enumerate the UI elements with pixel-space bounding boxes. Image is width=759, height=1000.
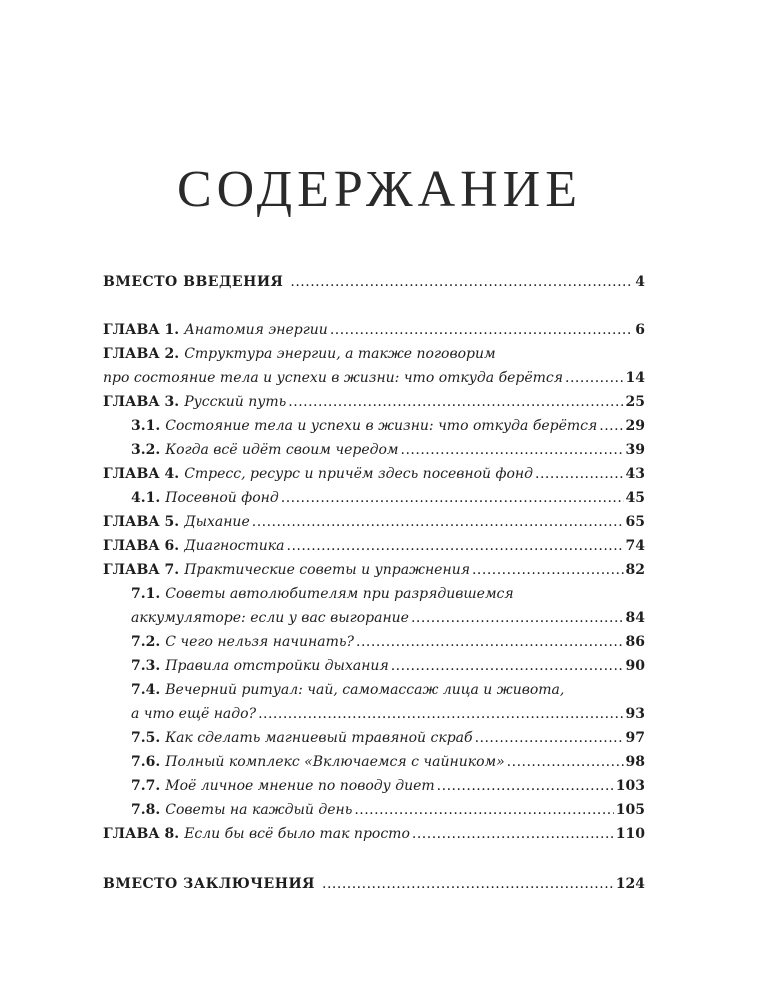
toc-entry-section-3-2[interactable] (103, 438, 645, 462)
toc-entry-page: 86 (625, 634, 645, 650)
toc-entry-label: 7.1. (131, 586, 161, 602)
toc-entry-label: 7.8. (131, 802, 161, 818)
toc-entry-page: 4 (635, 274, 645, 290)
toc-entry-title: Практические советы и упражнения (184, 562, 470, 578)
toc-entry-label: 4.1. (131, 490, 161, 506)
dot-leader (281, 486, 624, 510)
toc-entry-title: Советы на каждый день (165, 802, 353, 818)
toc-entry-section-7-8[interactable] (103, 798, 645, 822)
toc-entry-label: 7.7. (131, 778, 161, 794)
toc-entry-label: 3.2. (131, 442, 161, 458)
toc-entry-chapter-4[interactable] (103, 462, 645, 486)
toc-entry-title-continued: про состояние тела и успехи в жизни: что откуда берётся (103, 370, 564, 386)
toc-entry-page: 98 (625, 754, 645, 770)
dot-leader (330, 318, 633, 342)
toc-entry-title: Когда всё идёт своим чередом (165, 442, 399, 458)
toc-entry-label: ГЛАВА 7. (103, 562, 180, 578)
dot-leader (535, 462, 624, 486)
toc-entry-chapter-8[interactable] (103, 822, 645, 846)
toc-entry-section-7-7[interactable] (103, 774, 645, 798)
toc-entry-page: 74 (625, 538, 645, 554)
toc-entry-label: 7.2. (131, 634, 161, 650)
toc-entry-page: 82 (625, 562, 645, 578)
toc-entry-title: Структура энергии, а также поговорим (184, 346, 496, 362)
dot-leader (356, 630, 624, 654)
toc-entry-section-7-1[interactable] (103, 582, 645, 606)
toc-entry-title: Полный комплекс «Включаемся с чайником» (165, 754, 505, 770)
dot-leader (322, 872, 614, 896)
toc-entry-title: Анатомия энергии (184, 322, 328, 338)
dot-leader (475, 726, 624, 750)
dot-leader (391, 654, 624, 678)
toc-entry-section-7-4[interactable] (103, 678, 645, 702)
toc-entry-section-4-1[interactable] (103, 486, 645, 510)
toc-entry-title: Если бы всё было так просто (184, 826, 410, 842)
dot-leader (599, 414, 623, 438)
toc-entry-section-7-3[interactable] (103, 654, 645, 678)
toc-entry-label: ГЛАВА 8. (103, 826, 180, 842)
toc-entry-page: 29 (625, 418, 645, 434)
toc-entry-page: 84 (625, 610, 645, 626)
toc-entry-label: ГЛАВА 1. (103, 322, 180, 338)
toc-entry-page: 45 (625, 490, 645, 506)
toc-entry-section-7-1-cont[interactable] (103, 606, 645, 630)
toc-entry-page: 90 (625, 658, 645, 674)
toc-entry-label: 7.4. (131, 682, 161, 698)
toc-entry-title: Советы автолюбителям при разрядившемся (165, 586, 514, 602)
toc-entry-title: Дыхание (184, 514, 250, 530)
toc-entry-label: 7.3. (131, 658, 161, 674)
dot-leader (437, 774, 614, 798)
toc-entry-page: 14 (625, 370, 645, 386)
toc-entry-page: 93 (625, 706, 645, 722)
toc-entry-title: Стресс, ресурс и причём здесь посевной фонд (184, 466, 534, 482)
toc-entry-label: 7.5. (131, 730, 161, 746)
toc-entry-title: Вечерний ритуал: чай, самомассаж лица и живота, (165, 682, 565, 698)
toc-entry-label: ГЛАВА 5. (103, 514, 180, 530)
toc-entry-intro[interactable] (103, 270, 645, 294)
dot-leader (287, 534, 624, 558)
toc-entry-title: Правила отстройки дыхания (165, 658, 389, 674)
toc-entry-label: ГЛАВА 3. (103, 394, 180, 410)
toc-entry-title-continued: а что ещё надо? (131, 706, 257, 722)
toc-entry-label: ГЛАВА 4. (103, 466, 180, 482)
dot-leader (412, 822, 614, 846)
dot-leader (472, 558, 624, 582)
toc-entry-chapter-2[interactable] (103, 342, 645, 366)
dot-leader (401, 438, 624, 462)
toc-entry-title: С чего нельзя начинать? (165, 634, 355, 650)
toc-entry-page: 110 (615, 826, 645, 842)
dot-leader (354, 798, 613, 822)
toc-entry-section-7-5[interactable] (103, 726, 645, 750)
toc-entry-page: 6 (635, 322, 645, 338)
toc-entry-label: ВМЕСТО ЗАКЛЮЧЕНИЯ (103, 876, 316, 892)
toc-entry-page: 65 (625, 514, 645, 530)
dot-leader (258, 702, 623, 726)
toc-entry-title: Моё личное мнение по поводу диет (165, 778, 435, 794)
dot-leader (565, 366, 623, 390)
toc-entry-chapter-5[interactable] (103, 510, 645, 534)
toc-entry-page: 25 (625, 394, 645, 410)
dot-leader (411, 606, 624, 630)
toc-entry-chapter-2-cont[interactable] (103, 366, 645, 390)
toc-entry-page: 103 (615, 778, 645, 794)
toc-entry-label: ВМЕСТО ВВЕДЕНИЯ (103, 274, 284, 290)
toc-entry-title: Посевной фонд (165, 490, 279, 506)
table-of-contents (103, 270, 645, 896)
toc-entry-page: 43 (625, 466, 645, 482)
toc-entry-page: 97 (625, 730, 645, 746)
toc-entry-chapter-1[interactable] (103, 318, 645, 342)
toc-entry-chapter-6[interactable] (103, 534, 645, 558)
toc-entry-conclusion[interactable] (103, 872, 645, 896)
toc-entry-page: 105 (615, 802, 645, 818)
toc-entry-title: Состояние тела и успехи в жизни: что откуда берётся (165, 418, 598, 434)
toc-entry-label: ГЛАВА 2. (103, 346, 180, 362)
toc-entry-label: ГЛАВА 6. (103, 538, 180, 554)
toc-entry-section-7-4-cont[interactable] (103, 702, 645, 726)
toc-entry-title-continued: аккумуляторе: если у вас выгорание (131, 610, 409, 626)
page-title: СОДЕРЖАНИЕ (177, 161, 582, 218)
dot-leader (288, 390, 623, 414)
toc-entry-page: 39 (625, 442, 645, 458)
toc-entry-title: Русский путь (184, 394, 287, 410)
toc-entry-page: 124 (615, 876, 645, 892)
toc-entry-chapter-3[interactable] (103, 390, 645, 414)
dot-leader (507, 750, 624, 774)
toc-entry-section-7-6[interactable] (103, 750, 645, 774)
toc-entry-section-3-1[interactable] (103, 414, 645, 438)
dot-leader (290, 270, 633, 294)
toc-entry-title: Как сделать магниевый травяной скраб (165, 730, 473, 746)
toc-entry-label: 3.1. (131, 418, 161, 434)
toc-entry-section-7-2[interactable] (103, 630, 645, 654)
toc-entry-chapter-7[interactable] (103, 558, 645, 582)
dot-leader (252, 510, 624, 534)
toc-entry-label: 7.6. (131, 754, 161, 770)
toc-entry-title: Диагностика (184, 538, 285, 554)
